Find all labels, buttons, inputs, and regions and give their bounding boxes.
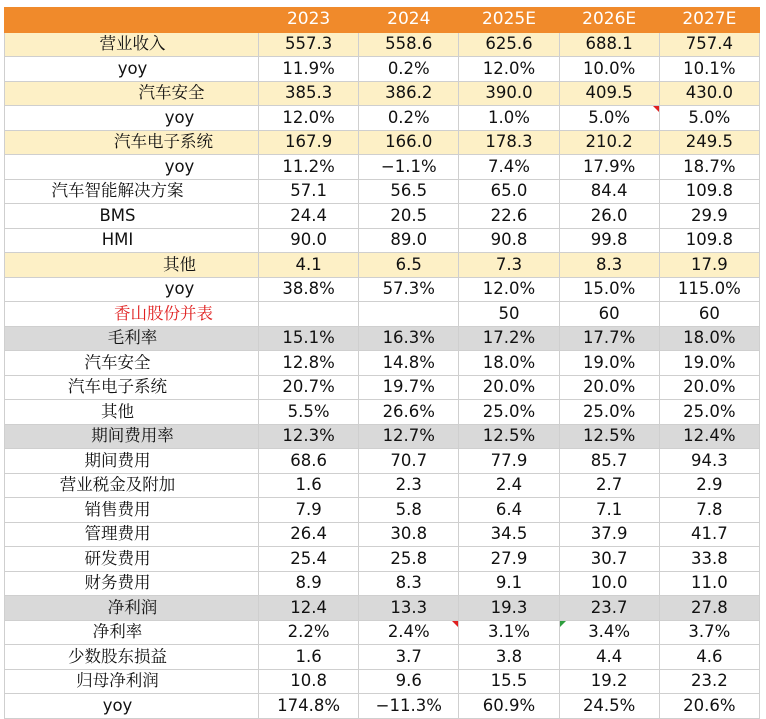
row-label: 汽车智能解决方案	[5, 179, 259, 204]
value-cell: 4.1	[259, 253, 359, 278]
value-cell: 11.2%	[259, 155, 359, 180]
value-cell: 26.0	[559, 204, 659, 229]
value-cell: 167.9	[259, 130, 359, 155]
value-cell: 20.0%	[659, 375, 759, 400]
value-cell: 0.2%	[359, 57, 459, 82]
value-cell: 4.6	[659, 645, 759, 670]
value-cell: 7.1	[559, 498, 659, 523]
value-cell: 8.9	[259, 571, 359, 596]
value-cell: 14.8%	[359, 351, 459, 376]
value-cell: 99.8	[559, 228, 659, 253]
value-cell: 8.3	[359, 571, 459, 596]
value-cell: 19.0%	[659, 351, 759, 376]
value-cell: 24.5%	[559, 694, 659, 719]
value-cell: 6.4	[459, 498, 559, 523]
value-cell: 12.8%	[259, 351, 359, 376]
value-cell: 5.8	[359, 498, 459, 523]
value-cell: 17.7%	[559, 326, 659, 351]
table-row	[5, 449, 760, 474]
table-row	[5, 669, 760, 694]
value-cell: 12.5%	[559, 424, 659, 449]
value-cell: −11.3%	[359, 694, 459, 719]
value-cell: 89.0	[359, 228, 459, 253]
value-cell: 19.2	[559, 669, 659, 694]
row-label: 汽车安全	[5, 351, 259, 376]
row-label: 营业税金及附加	[5, 473, 259, 498]
value-cell: 178.3	[459, 130, 559, 155]
value-cell: 13.3	[359, 596, 459, 621]
value-cell: 29.9	[659, 204, 759, 229]
value-cell: 94.3	[659, 449, 759, 474]
value-cell: 409.5	[559, 81, 659, 106]
table-row	[5, 81, 760, 106]
row-label: 销售费用	[5, 498, 259, 523]
value-cell: 3.4%	[559, 620, 659, 645]
row-label: 营业收入	[5, 32, 259, 57]
value-cell: 57.3%	[359, 277, 459, 302]
row-label: 汽车电子系统	[5, 375, 259, 400]
value-cell: 11.0	[659, 571, 759, 596]
value-cell: 5.5%	[259, 400, 359, 425]
value-cell: 12.4	[259, 596, 359, 621]
value-cell: 50	[459, 302, 559, 327]
value-cell: 57.1	[259, 179, 359, 204]
table-row	[5, 473, 760, 498]
value-cell: 2.3	[359, 473, 459, 498]
value-cell: 2.2%	[259, 620, 359, 645]
value-cell: 3.8	[459, 645, 559, 670]
section-row	[5, 326, 760, 351]
value-cell: 10.0	[559, 571, 659, 596]
value-cell: 19.7%	[359, 375, 459, 400]
value-cell: 60.9%	[459, 694, 559, 719]
row-label: 汽车安全	[5, 81, 259, 106]
value-cell: 20.7%	[259, 375, 359, 400]
value-cell: 22.6	[459, 204, 559, 229]
value-cell: 33.8	[659, 547, 759, 572]
row-label: 其他	[5, 253, 259, 278]
value-cell: 20.0%	[459, 375, 559, 400]
value-cell: 15.1%	[259, 326, 359, 351]
value-cell: 688.1	[559, 32, 659, 57]
table-row	[5, 351, 760, 376]
value-cell: 7.8	[659, 498, 759, 523]
value-cell: 7.3	[459, 253, 559, 278]
value-cell: 23.7	[559, 596, 659, 621]
header-cell: 2023	[259, 8, 359, 33]
table-row	[5, 620, 760, 645]
value-cell: 385.3	[259, 81, 359, 106]
value-cell: 557.3	[259, 32, 359, 57]
value-cell: 8.3	[559, 253, 659, 278]
value-cell: 10.8	[259, 669, 359, 694]
value-cell: 11.9%	[259, 57, 359, 82]
table-row	[5, 106, 760, 131]
value-cell: 1.6	[259, 473, 359, 498]
row-label: BMS	[5, 204, 259, 229]
value-cell: 25.4	[259, 547, 359, 572]
value-cell: 12.0%	[459, 57, 559, 82]
value-cell: 24.4	[259, 204, 359, 229]
section-row	[5, 424, 760, 449]
row-label: 净利率	[5, 620, 259, 645]
value-cell: 26.4	[259, 522, 359, 547]
row-label: 归母净利润	[5, 669, 259, 694]
table-row	[5, 375, 760, 400]
table-row	[5, 302, 760, 327]
value-cell: 2.4	[459, 473, 559, 498]
value-cell: 2.7	[559, 473, 659, 498]
value-cell: 90.8	[459, 228, 559, 253]
value-cell: 90.0	[259, 228, 359, 253]
row-label: yoy	[5, 106, 259, 131]
value-cell: 20.6%	[659, 694, 759, 719]
value-cell: 23.2	[659, 669, 759, 694]
financial-forecast-table	[4, 7, 760, 719]
value-cell: 6.5	[359, 253, 459, 278]
row-label: 研发费用	[5, 547, 259, 572]
value-cell: 18.0%	[659, 326, 759, 351]
value-cell: 68.6	[259, 449, 359, 474]
table-row	[5, 130, 760, 155]
value-cell	[259, 302, 359, 327]
value-cell: 15.0%	[559, 277, 659, 302]
table-row	[5, 522, 760, 547]
value-cell: 12.5%	[459, 424, 559, 449]
header-cell: 2024	[359, 8, 459, 33]
value-cell: 84.4	[559, 179, 659, 204]
value-cell: 9.6	[359, 669, 459, 694]
value-cell: 17.9	[659, 253, 759, 278]
value-cell: 41.7	[659, 522, 759, 547]
table-row	[5, 694, 760, 719]
value-cell: −1.1%	[359, 155, 459, 180]
value-cell: 70.7	[359, 449, 459, 474]
value-cell: 38.8%	[259, 277, 359, 302]
value-cell: 3.7%	[659, 620, 759, 645]
value-cell: 25.8	[359, 547, 459, 572]
value-cell: 60	[559, 302, 659, 327]
value-cell: 115.0%	[659, 277, 759, 302]
table-row	[5, 179, 760, 204]
value-cell: 26.6%	[359, 400, 459, 425]
table-row	[5, 32, 760, 57]
value-cell: 12.7%	[359, 424, 459, 449]
header-cell: 2027E	[659, 8, 759, 33]
table-row	[5, 400, 760, 425]
value-cell: 10.0%	[559, 57, 659, 82]
value-cell: 27.8	[659, 596, 759, 621]
value-cell: 30.8	[359, 522, 459, 547]
value-cell: 18.0%	[459, 351, 559, 376]
value-cell: 2.9	[659, 473, 759, 498]
row-label: 毛利率	[5, 326, 259, 351]
value-cell: 25.0%	[559, 400, 659, 425]
table-row	[5, 57, 760, 82]
value-cell: 17.2%	[459, 326, 559, 351]
value-cell: 174.8%	[259, 694, 359, 719]
row-label: yoy	[5, 694, 259, 719]
value-cell: 85.7	[559, 449, 659, 474]
value-cell: 0.2%	[359, 106, 459, 131]
header-row	[5, 8, 760, 33]
value-cell: 109.8	[659, 228, 759, 253]
value-cell: 17.9%	[559, 155, 659, 180]
value-cell: 625.6	[459, 32, 559, 57]
value-cell: 77.9	[459, 449, 559, 474]
value-cell: 12.3%	[259, 424, 359, 449]
header-cell	[5, 8, 259, 33]
value-cell: 16.3%	[359, 326, 459, 351]
table-row	[5, 571, 760, 596]
value-cell: 5.0%	[559, 106, 659, 131]
value-cell: 558.6	[359, 32, 459, 57]
value-cell: 3.7	[359, 645, 459, 670]
section-row	[5, 596, 760, 621]
row-label: 期间费用	[5, 449, 259, 474]
value-cell: 1.6	[259, 645, 359, 670]
value-cell: 30.7	[559, 547, 659, 572]
value-cell: 4.4	[559, 645, 659, 670]
row-label: yoy	[5, 155, 259, 180]
value-cell: 10.1%	[659, 57, 759, 82]
value-cell: 34.5	[459, 522, 559, 547]
table-row	[5, 498, 760, 523]
value-cell: 386.2	[359, 81, 459, 106]
value-cell: 109.8	[659, 179, 759, 204]
row-label: 净利润	[5, 596, 259, 621]
table-row	[5, 204, 760, 229]
value-cell: 65.0	[459, 179, 559, 204]
header-cell: 2026E	[559, 8, 659, 33]
value-cell: 56.5	[359, 179, 459, 204]
table-row	[5, 228, 760, 253]
value-cell: 12.4%	[659, 424, 759, 449]
value-cell: 12.0%	[459, 277, 559, 302]
row-label: 其他	[5, 400, 259, 425]
row-label: 少数股东损益	[5, 645, 259, 670]
row-label: 财务费用	[5, 571, 259, 596]
value-cell: 166.0	[359, 130, 459, 155]
value-cell: 27.9	[459, 547, 559, 572]
row-label: 管理费用	[5, 522, 259, 547]
header-cell: 2025E	[459, 8, 559, 33]
value-cell: 19.0%	[559, 351, 659, 376]
value-cell: 390.0	[459, 81, 559, 106]
value-cell: 20.0%	[559, 375, 659, 400]
value-cell: 757.4	[659, 32, 759, 57]
value-cell: 9.1	[459, 571, 559, 596]
value-cell: 249.5	[659, 130, 759, 155]
row-label: 期间费用率	[5, 424, 259, 449]
value-cell: 20.5	[359, 204, 459, 229]
value-cell: 25.0%	[659, 400, 759, 425]
value-cell: 7.9	[259, 498, 359, 523]
value-cell: 2.4%	[359, 620, 459, 645]
value-cell: 37.9	[559, 522, 659, 547]
value-cell: 430.0	[659, 81, 759, 106]
value-cell: 5.0%	[659, 106, 759, 131]
table-row	[5, 253, 760, 278]
value-cell: 25.0%	[459, 400, 559, 425]
value-cell: 19.3	[459, 596, 559, 621]
value-cell: 18.7%	[659, 155, 759, 180]
value-cell: 3.1%	[459, 620, 559, 645]
row-label: 汽车电子系统	[5, 130, 259, 155]
row-label: 香山股份并表	[5, 302, 259, 327]
row-label: yoy	[5, 277, 259, 302]
table-row	[5, 547, 760, 572]
row-label: yoy	[5, 57, 259, 82]
value-cell: 210.2	[559, 130, 659, 155]
value-cell: 7.4%	[459, 155, 559, 180]
row-label: HMI	[5, 228, 259, 253]
table-row	[5, 155, 760, 180]
value-cell: 60	[659, 302, 759, 327]
value-cell: 1.0%	[459, 106, 559, 131]
table-row	[5, 645, 760, 670]
value-cell: 12.0%	[259, 106, 359, 131]
table-row	[5, 277, 760, 302]
value-cell	[359, 302, 459, 327]
value-cell: 15.5	[459, 669, 559, 694]
